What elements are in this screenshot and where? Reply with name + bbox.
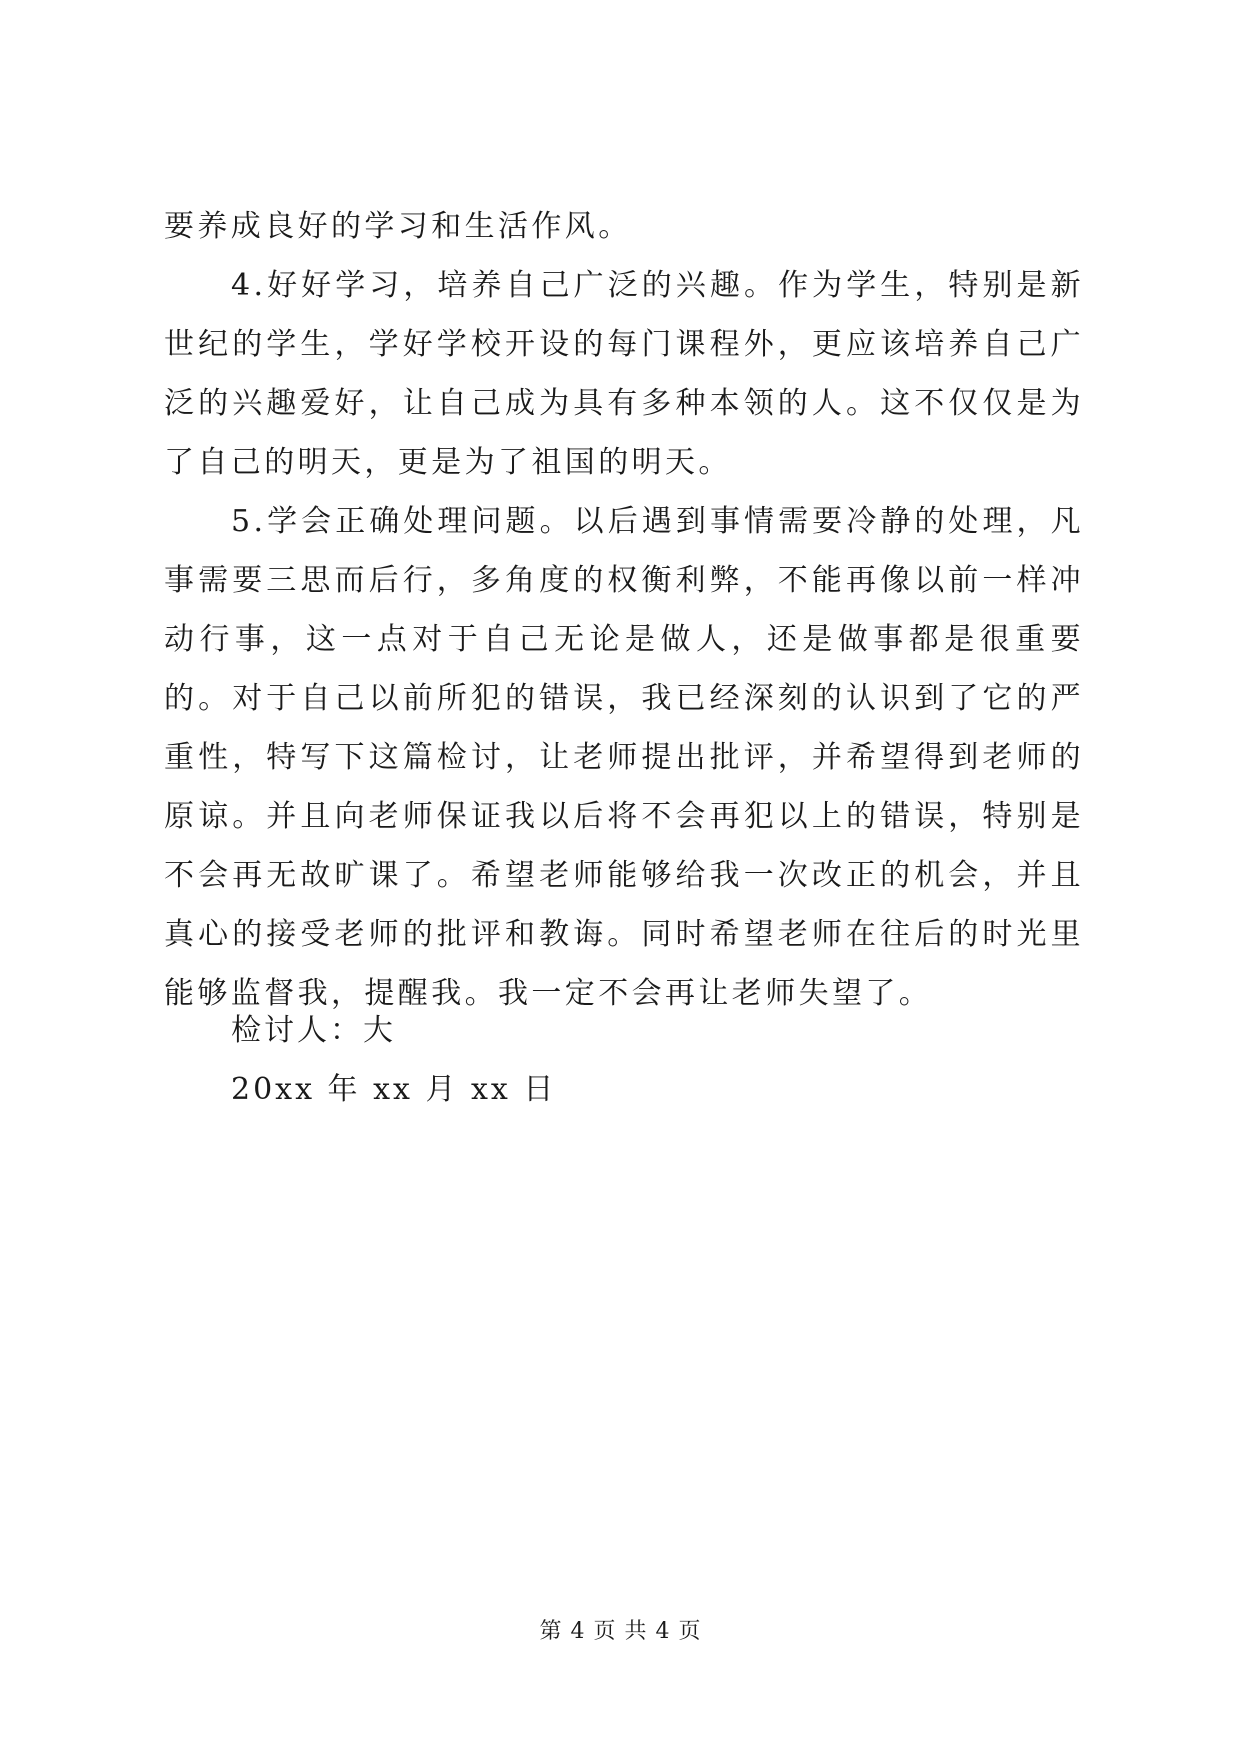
page-number-footer: 第 4 页 共 4 页 [539, 1619, 702, 1644]
author-line: 检讨人：大 [231, 1013, 396, 1048]
signature-block [231, 1001, 556, 1119]
paragraph-closing-line: 要养成良好的学习和生活作风。 [164, 209, 632, 244]
date-line: 20xx 年 xx 月 xx 日 [231, 1072, 557, 1107]
paragraph-item-4: 4.好好学习，培养自己广泛的兴趣。作为学生，特别是新世纪的学生，学好学校开设的每门课程外，更应该培养自己广泛的兴趣爱好，让自己成为具有多种本领的人。这不仅仅是为了自己的明天，更是为了祖国的明天。 [164, 268, 1084, 480]
document-body [164, 197, 1084, 1023]
paragraph-item-5: 5.学会正确处理问题。以后遇到事情需要冷静的处理，凡事需要三思而后行，多角度的权衡利弊，不能再像以前一样冲动行事，这一点对于自己无论是做人，还是做事都是很重要的。对于自己以前所犯的错误，我已经深刻的认识到了它的严重性，特写下这篇检讨，让老师提出批评，并希望得到老师的原谅。并且向老师保证我以后将不会再犯以上的错误，特别是不会再无故旷课了。希望老师能够给我一次改正的机会，并且真心的接受老师的批评和教诲。同时希望老师在往后的时光里能够监督我，提醒我。我一定不会再让老师失望了。 [164, 504, 1084, 1011]
